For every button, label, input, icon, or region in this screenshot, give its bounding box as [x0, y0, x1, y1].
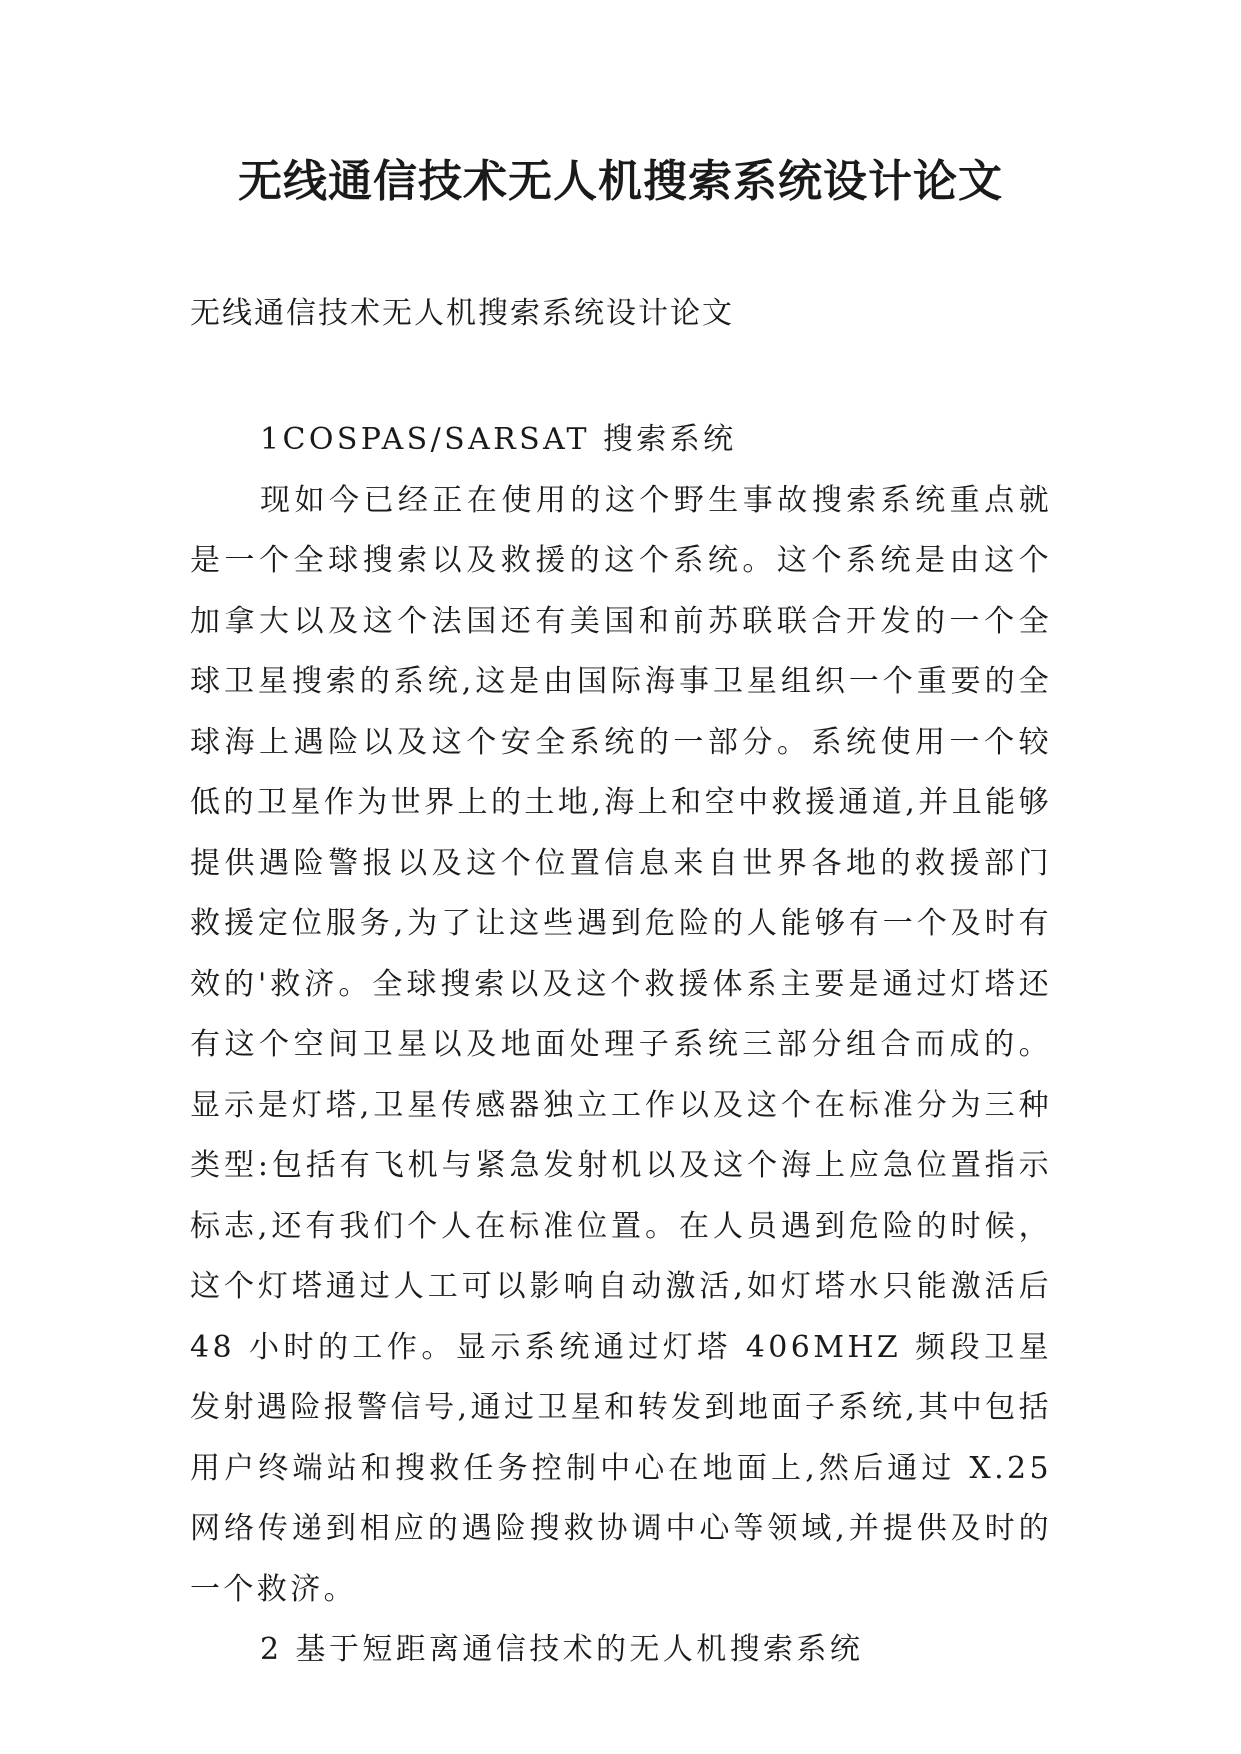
document-subtitle: 无线通信技术无人机搜索系统设计论文 [190, 296, 734, 331]
document-body [190, 410, 1052, 1681]
section-heading-1: 1COSPAS/SARSAT 搜索系统 [260, 422, 737, 457]
section-heading-2: 2 基于短距离通信技术的无人机搜索系统 [260, 1632, 864, 1667]
section-paragraph-1: 现如今已经正在使用的这个野生事故搜索系统重点就是一个全球搜索以及救援的这个系统。这个系统是由这个加拿大以及这个法国还有美国和前苏联联合开发的一个全球卫星搜索的系统,这是由国际海事卫星组织一个重要的全球海上遇险以及这个安全系统的一部分。系统使用一个较低的卫星作为世界上的土地,海上和空中救援通道,并且能够提供遇险警报以及这个位置信息来自世界各地的救援部门救援定位服务,为了让这些遇到危险的人能够有一个及时有效的'救济。全球搜索以及这个救援体系主要是通过灯塔还有这个空间卫星以及地面处理子系统三部分组合而成的。显示是灯塔,卫星传感器独立工作以及这个在标准分为三种类型:包括有飞机与紧急发射机以及这个海上应急位置指示标志,还有我们个人在标准位置。在人员遇到危险的时候，这个灯塔通过人工可以影响自动激活,如灯塔水只能激活后 48 小时的工作。显示系统通过灯塔 406MHZ 频段卫星发射遇险报警信号,通过卫星和转发到地面子系统,其中包括用户终端站和搜救任务控制中心在地面上,然后通过 X.25 网络传递到相应的遇险搜救协调中心等领域,并提供及时的一个救济。 [190, 482, 1052, 1607]
document-title: 无线通信技术无人机搜索系统设计论文 [238, 156, 1003, 207]
